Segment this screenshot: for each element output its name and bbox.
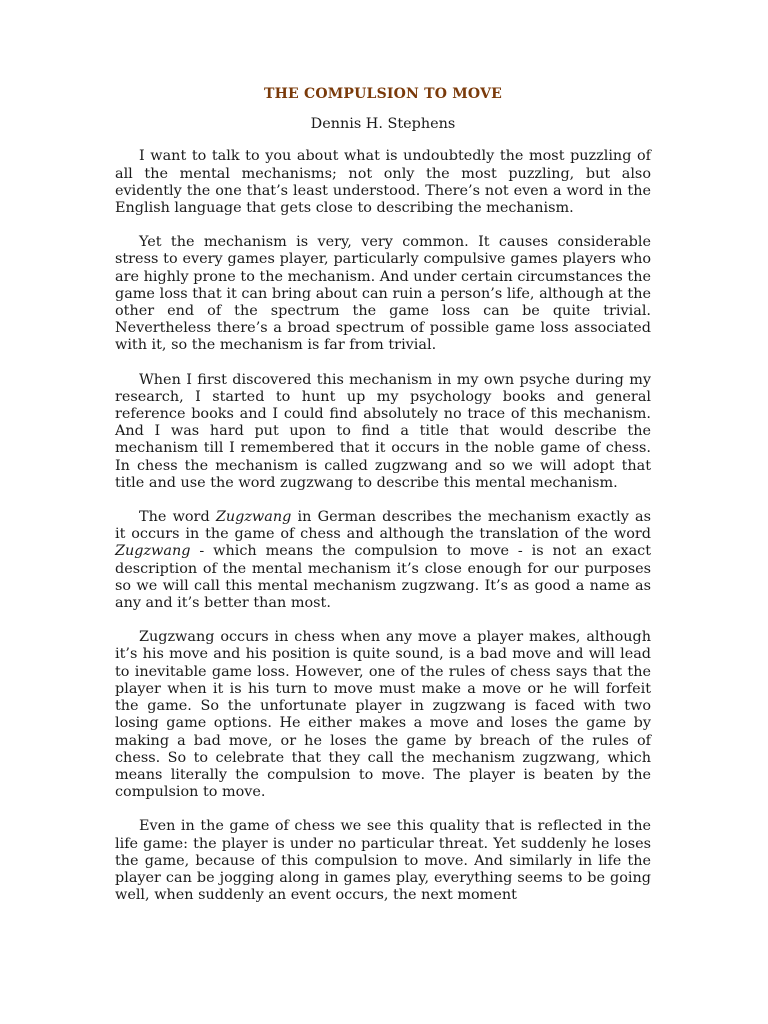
paragraph-4-part-e: - which means the compulsion to move - is not an exact description of the mental mechanism it’s close enough for our purposes so we will call this mental mechanism zugzwang. It’s as good a name as any and it’s better than most. (115, 543, 651, 612)
document-author: Dennis H. Stephens (310, 116, 456, 133)
paragraph-4 (115, 509, 651, 612)
paragraph-4-part-a: The word (139, 509, 216, 526)
paragraph-4-term-2: Zugzwang (115, 543, 191, 560)
paragraph-2: Yet the mechanism is very, very common. It causes considerable stress to every games player, particularly compulsive games players who are highly prone to the mechanism. And under certain circumstances the game loss that it can bring about can ruin a person’s life, although at the other end of the spectrum the game loss can be quite trivial. Nevertheless there’s a broad spectrum of possible game loss associated with it, so the mechanism is far from trivial. (115, 234, 651, 354)
paragraph-4-term-1: Zugzwang (215, 509, 292, 526)
document-body (115, 86, 651, 904)
paragraph-4-part-c: in German describes the mechanism exactly as it occurs in the game of chess and although the translation of the word (115, 509, 651, 543)
paragraph-3: When I first discovered this mechanism in my own psyche during my research, I started to hunt up my psychology books and general reference books and I could find absolutely no trace of this mechanism. And I was hard put upon to find a title that would describe the mechanism till I remembered that it occurs in the noble game of chess. In chess the mechanism is called zugzwang and so we will adopt that title and use the word zugzwang to describe this mental mechanism. (115, 371, 651, 491)
paragraph-6: Even in the game of chess we see this quality that is reflected in the life game: the player is under no particular threat. Yet suddenly he loses the game, because of this compulsion to move. And similarly in life the player can be jogging along in games play, everything seems to be going well, when suddenly an event occurs, the next moment (115, 818, 651, 904)
paragraph-1: I want to talk to you about what is undoubtedly the most puzzling of all the mental mechanisms; not only the most puzzling, but also evidently the one that’s least understood. There’s not even a word in the English language that gets close to describing the mechanism. (115, 148, 651, 217)
paragraph-5: Zugzwang occurs in chess when any move a player makes, although it’s his move and his position is quite sound, is a bad move and will lead to inevitable game loss. However, one of the rules of chess says that the player when it is his turn to move must make a move or he will forfeit the game. So the unfortunate player in zugzwang is faced with two losing game options. He either makes a move and loses the game by making a bad move, or he loses the game by breach of the rules of chess. So to celebrate that they call the mechanism zugzwang, which means literally the compulsion to move. The player is beaten by the compulsion to move. (115, 629, 651, 801)
document-title: THE COMPULSION TO MOVE (264, 86, 502, 102)
